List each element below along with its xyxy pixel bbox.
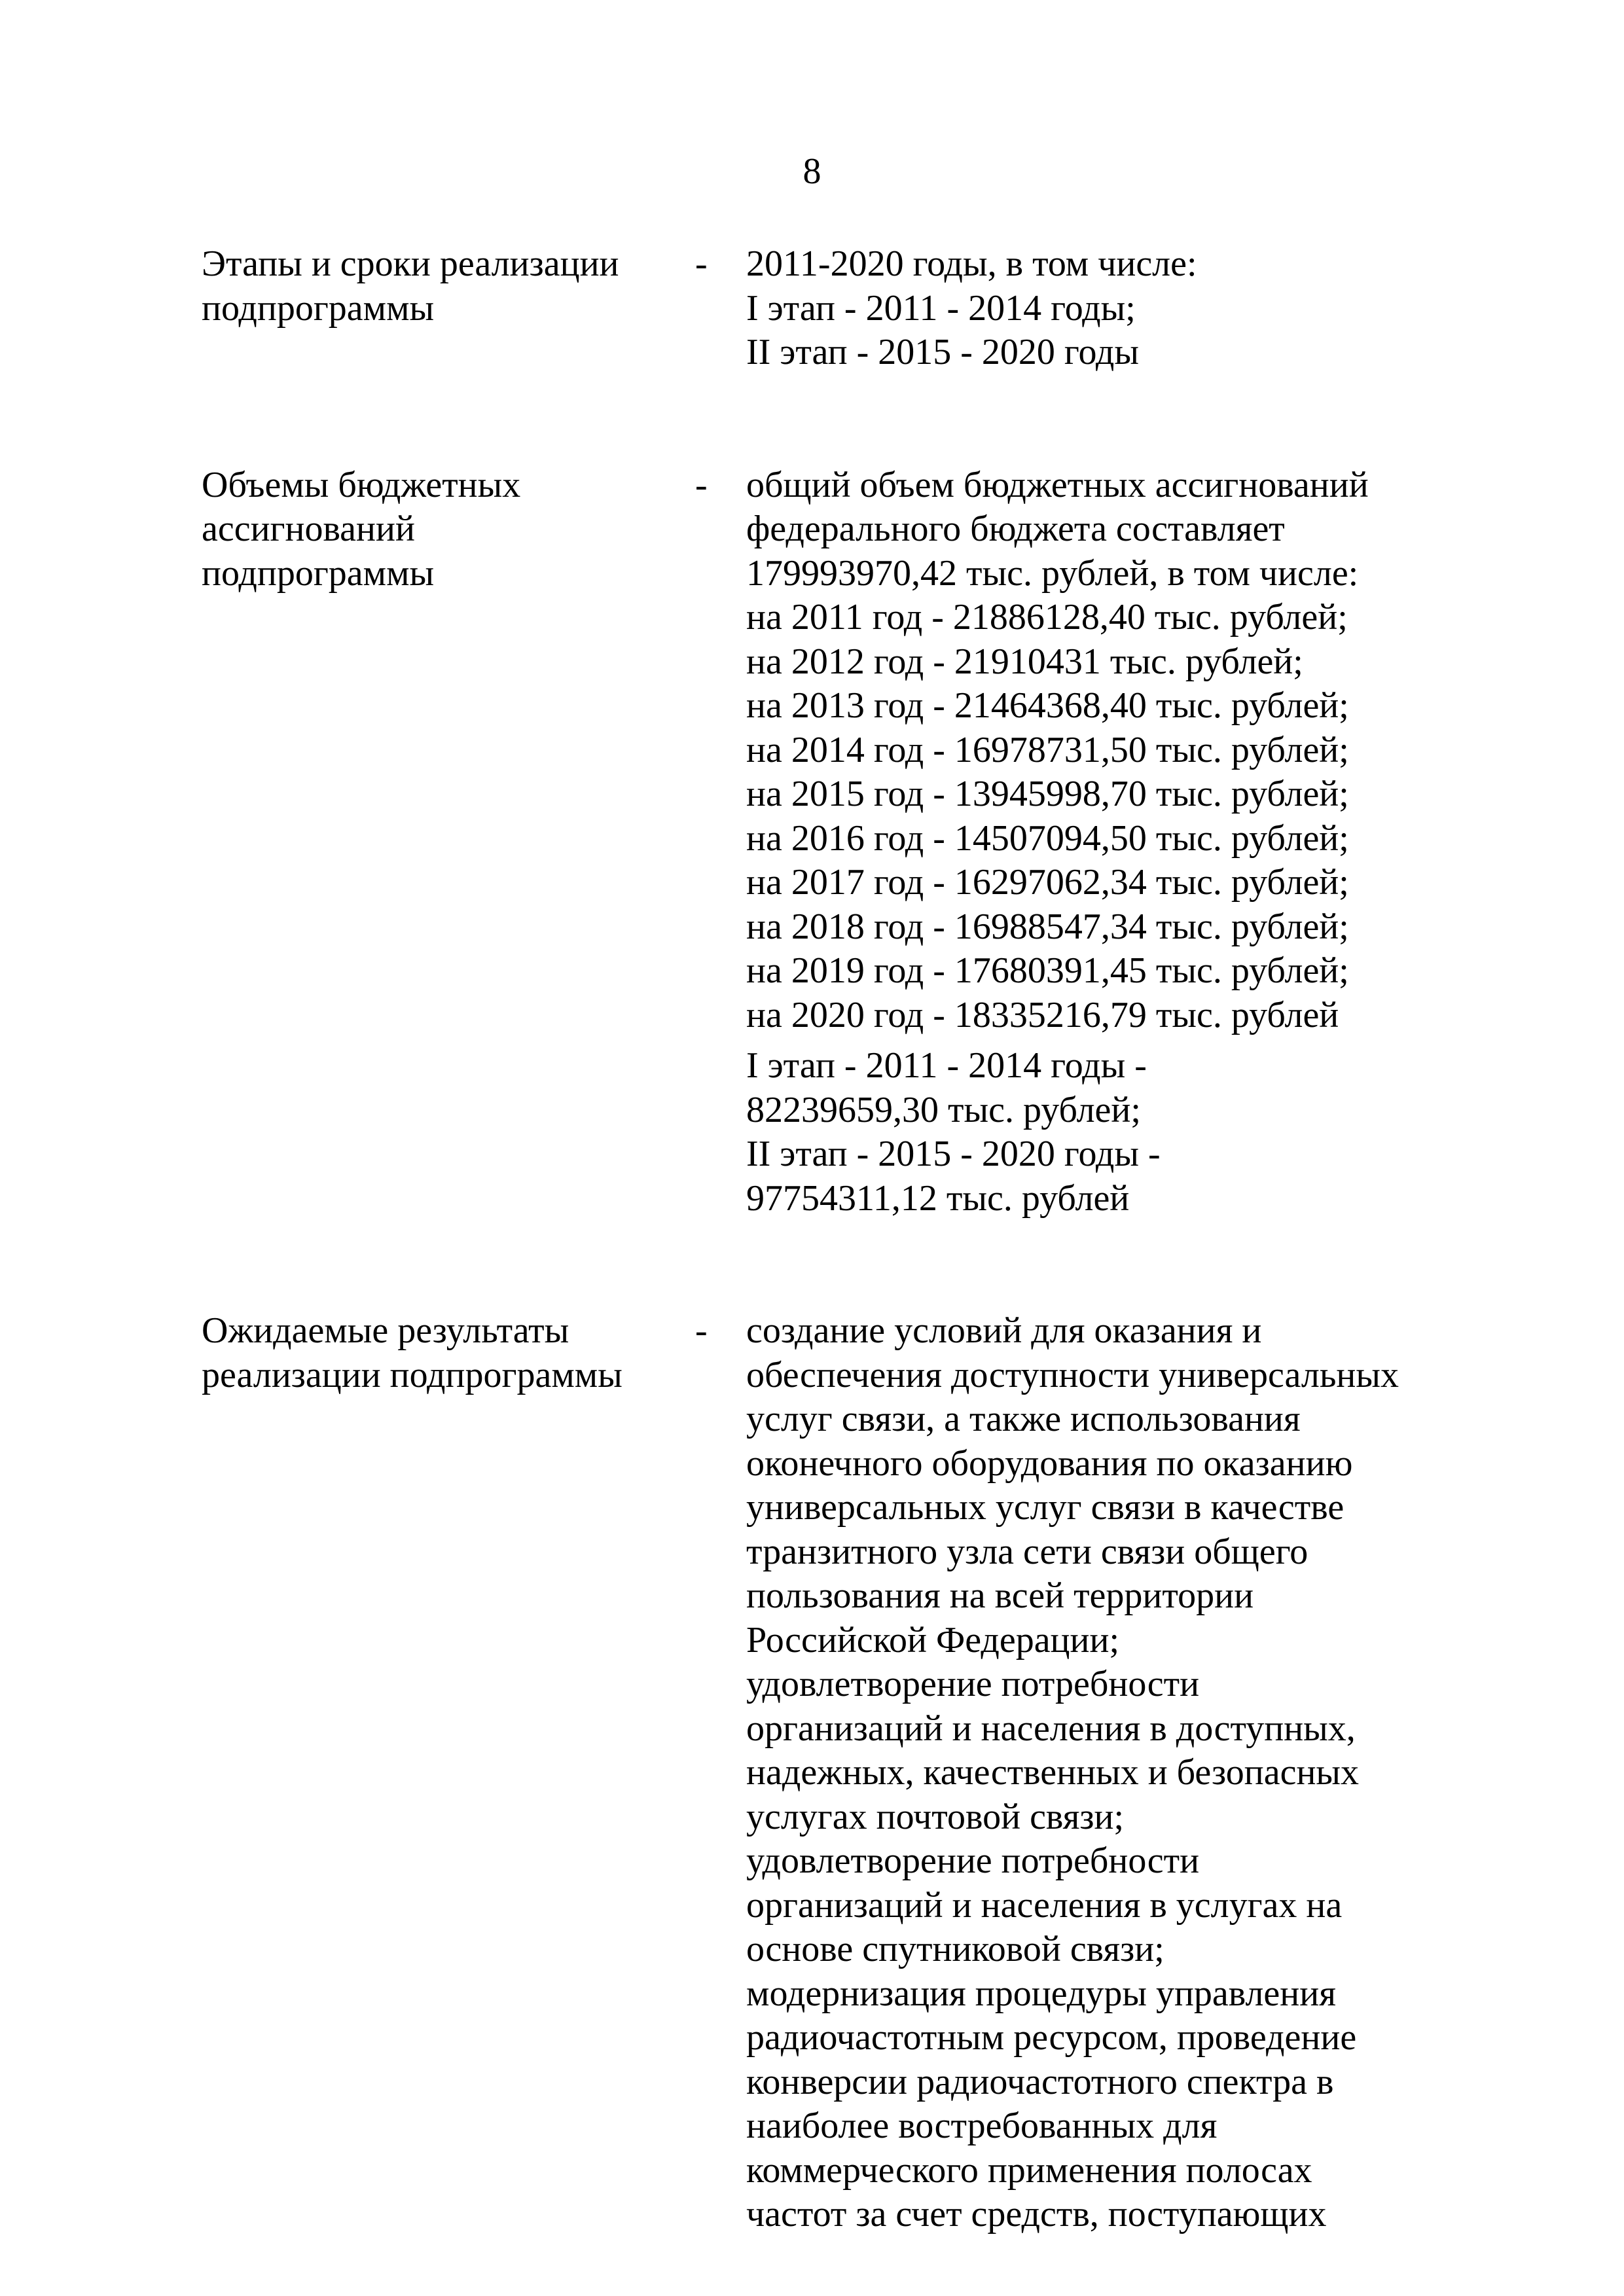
value-line: на 2013 год - 21464368,40 тыс. рублей; (746, 685, 1349, 726)
label-line: Этапы и сроки реализации (202, 243, 619, 284)
label-line: Ожидаемые результаты (202, 1310, 569, 1351)
label-line: ассигнований (202, 509, 415, 549)
section-stages-and-terms (0, 242, 1624, 375)
value-line: частот за счет средств, поступающих (746, 2194, 1327, 2234)
value-line: коммерческого применения полосах (746, 2149, 1312, 2191)
section-label (202, 1309, 673, 1397)
value-line: на 2015 год - 13945998,70 тыс. рублей; (746, 774, 1349, 814)
value-line: I этап - 2011 - 2014 годы - (746, 1045, 1147, 1086)
value-line: радиочастотным ресурсом, проведение (746, 2017, 1357, 2058)
value-line: создание условий для оказания и (746, 1310, 1262, 1351)
value-line: услуг связи, а также использования (746, 1399, 1301, 1439)
value-line: 82239659,30 тыс. рублей; (746, 1089, 1141, 1130)
section-value (746, 242, 1479, 375)
section-expected-results (0, 1309, 1624, 2237)
label-line: подпрограммы (202, 287, 435, 329)
value-line: 97754311,12 тыс. рублей (746, 1177, 1130, 1219)
value-line: оконечного оборудования по оказанию (746, 1443, 1353, 1484)
label-line: Объемы бюджетных (202, 464, 521, 505)
section-budget-allocations (0, 463, 1624, 1221)
value-line: I этап - 2011 - 2014 годы; (746, 287, 1136, 329)
value-line: на 2018 год - 16988547,34 тыс. рублей; (746, 906, 1349, 947)
value-line: универсальных услуг связи в качестве (746, 1487, 1344, 1528)
value-line: основе спутниковой связи; (746, 1929, 1164, 1969)
value-line: на 2016 год - 14507094,50 тыс. рублей; (746, 817, 1349, 859)
label-line: реализации подпрограммы (202, 1354, 623, 1395)
dash-separator: - (695, 1310, 708, 1351)
value-line: наиболее востребованных для (746, 2106, 1218, 2146)
group-gap (746, 1037, 1479, 1044)
value-line: организаций и населения в услугах на (746, 1884, 1343, 1926)
value-line: на 2012 год - 21910431 тыс. рублей; (746, 641, 1303, 682)
value-line: на 2014 год - 16978731,50 тыс. рублей; (746, 729, 1349, 770)
value-line: на 2019 год - 17680391,45 тыс. рублей; (746, 950, 1349, 991)
value-line: на 2011 год - 21886128,40 тыс. рублей; (746, 597, 1348, 637)
value-line: конверсии радиочастотного спектра в (746, 2061, 1334, 2102)
dash-separator: - (695, 464, 708, 505)
value-line: удовлетворение потребности (746, 1664, 1200, 1704)
value-line: Российской Федерации; (746, 1619, 1120, 1660)
value-line: общий объем бюджетных ассигнований (746, 464, 1369, 505)
section-value (746, 1309, 1479, 2237)
value-line: модернизация процедуры управления (746, 1973, 1336, 2014)
value-line: на 2017 год - 16297062,34 тыс. рублей; (746, 862, 1349, 903)
value-line: организаций и населения в доступных, (746, 1708, 1356, 1749)
value-line: II этап - 2015 - 2020 годы (746, 332, 1139, 372)
value-line: транзитного узла сети связи общего (746, 1531, 1308, 1572)
value-line: 179993970,42 тыс. рублей, в том числе: (746, 552, 1359, 594)
value-line: обеспечения доступности универсальных (746, 1354, 1399, 1395)
value-line: на 2020 год - 18335216,79 тыс. рублей (746, 994, 1339, 1035)
value-line: федерального бюджета составляет (746, 509, 1285, 549)
value-line: надежных, качественных и безопасных (746, 1752, 1360, 1793)
dash-separator: - (695, 243, 708, 284)
value-line: пользования на всей территории (746, 1575, 1254, 1616)
value-line: удовлетворение потребности (746, 1840, 1200, 1881)
section-label (202, 463, 673, 596)
value-line: II этап - 2015 - 2020 годы - (746, 1134, 1161, 1174)
value-line: 2011-2020 годы, в том числе: (746, 243, 1197, 284)
section-label (202, 242, 673, 331)
section-value (746, 463, 1479, 1221)
page-number: 8 (803, 151, 821, 192)
value-line: услугах почтовой связи; (746, 1796, 1125, 1837)
label-line: подпрограммы (202, 552, 435, 594)
subprogram-passport (0, 242, 1624, 2237)
